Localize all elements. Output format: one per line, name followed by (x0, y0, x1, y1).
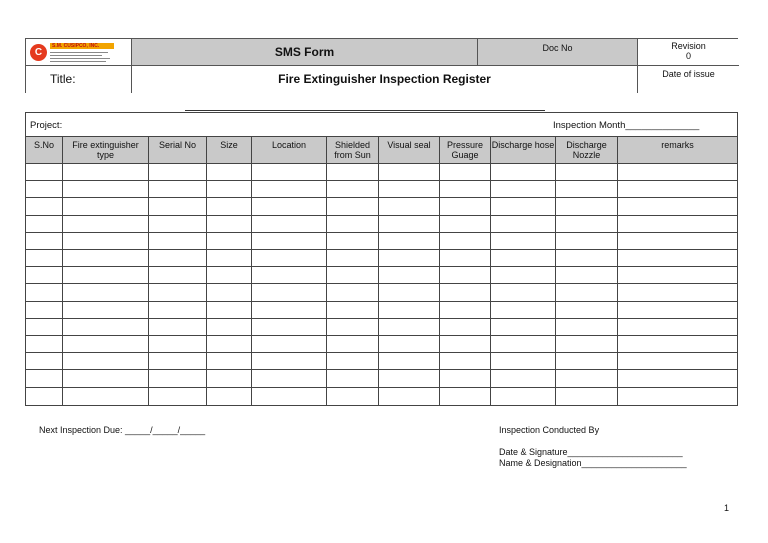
table-cell[interactable] (26, 388, 63, 405)
table-cell[interactable] (491, 370, 556, 387)
table-cell[interactable] (149, 233, 207, 250)
table-cell[interactable] (327, 250, 379, 267)
table-cell[interactable] (618, 302, 737, 319)
table-cell[interactable] (252, 233, 327, 250)
table-cell[interactable] (440, 302, 491, 319)
table-cell[interactable] (26, 336, 63, 353)
table-cell[interactable] (379, 388, 440, 405)
table-cell[interactable] (379, 233, 440, 250)
table-cell[interactable] (327, 302, 379, 319)
table-cell[interactable] (491, 336, 556, 353)
table-cell[interactable] (252, 250, 327, 267)
table-cell[interactable] (379, 267, 440, 284)
table-cell[interactable] (149, 216, 207, 233)
table-cell[interactable] (618, 267, 737, 284)
table-cell[interactable] (26, 198, 63, 215)
divider (185, 110, 545, 111)
table-cell[interactable] (491, 233, 556, 250)
table-cell[interactable] (63, 267, 149, 284)
table-cell[interactable] (556, 353, 618, 370)
table-cell[interactable] (63, 336, 149, 353)
table-cell[interactable] (491, 164, 556, 181)
table-cell[interactable] (207, 267, 252, 284)
table-cell[interactable] (149, 388, 207, 405)
table-cell[interactable] (491, 181, 556, 198)
table-cell[interactable] (207, 181, 252, 198)
table-cell[interactable] (379, 353, 440, 370)
column-header: Location (252, 137, 327, 164)
column-header: Size (207, 137, 252, 164)
table-cell[interactable] (252, 353, 327, 370)
table-cell[interactable] (63, 250, 149, 267)
table-cell[interactable] (440, 319, 491, 336)
table-cell[interactable] (379, 250, 440, 267)
table-cell[interactable] (491, 198, 556, 215)
table-cell[interactable] (491, 353, 556, 370)
revision-value: 0 (685, 51, 691, 61)
table-cell[interactable] (618, 353, 737, 370)
company-logo-icon: C (30, 44, 47, 61)
table-cell[interactable] (440, 233, 491, 250)
table-cell[interactable] (149, 302, 207, 319)
column-header: S.No (26, 137, 63, 164)
table-cell[interactable] (327, 198, 379, 215)
table-cell[interactable] (440, 164, 491, 181)
table-cell[interactable] (149, 181, 207, 198)
table-cell[interactable] (618, 336, 737, 353)
column-header: Discharge Nozzle (556, 137, 618, 164)
column-header: Discharge hose (491, 137, 556, 164)
table-cell[interactable] (207, 164, 252, 181)
table-cell[interactable] (26, 284, 63, 301)
table-cell[interactable] (149, 370, 207, 387)
table-cell[interactable] (379, 370, 440, 387)
table-cell[interactable] (327, 164, 379, 181)
name-designation-line: Name & Designation_____________________ (499, 458, 687, 468)
column-header: Pressure Guage (440, 137, 491, 164)
table-cell[interactable] (26, 302, 63, 319)
table-cell[interactable] (207, 353, 252, 370)
table-cell[interactable] (440, 198, 491, 215)
table-cell[interactable] (440, 336, 491, 353)
table-cell[interactable] (327, 353, 379, 370)
table-cell[interactable] (149, 353, 207, 370)
table-cell[interactable] (63, 302, 149, 319)
column-header: Serial No (149, 137, 207, 164)
table-cell[interactable] (252, 388, 327, 405)
table-cell[interactable] (207, 198, 252, 215)
table-cell[interactable] (379, 216, 440, 233)
table-cell[interactable] (63, 181, 149, 198)
form-header (25, 38, 738, 93)
table-cell[interactable] (491, 302, 556, 319)
table-cell[interactable] (379, 198, 440, 215)
table-cell[interactable] (556, 284, 618, 301)
table-cell[interactable] (556, 233, 618, 250)
table-cell[interactable] (149, 336, 207, 353)
inspection-register-table (25, 112, 738, 406)
table-cell[interactable] (63, 164, 149, 181)
table-cell[interactable] (327, 388, 379, 405)
table-cell[interactable] (327, 319, 379, 336)
table-cell[interactable] (252, 284, 327, 301)
table-cell[interactable] (63, 353, 149, 370)
table-cell[interactable] (63, 233, 149, 250)
table-cell[interactable] (556, 181, 618, 198)
table-cell[interactable] (327, 267, 379, 284)
table-cell[interactable] (149, 284, 207, 301)
form-label: SMS Form (132, 39, 478, 66)
doc-no-label: Doc No (478, 39, 638, 66)
project-label: Project: (30, 120, 63, 131)
table-cell[interactable] (379, 181, 440, 198)
column-header: Visual seal (379, 137, 440, 164)
table-cell[interactable] (149, 267, 207, 284)
table-cell[interactable] (618, 370, 737, 387)
table-cell[interactable] (618, 198, 737, 215)
page-number: 1 (724, 503, 730, 513)
table-cell[interactable] (327, 233, 379, 250)
table-cell[interactable] (26, 181, 63, 198)
table-cell[interactable] (63, 319, 149, 336)
table-cell[interactable] (252, 336, 327, 353)
conducted-by-label: Inspection Conducted By (499, 425, 600, 435)
table-cell[interactable] (556, 319, 618, 336)
table-cell[interactable] (252, 198, 327, 215)
table-cell[interactable] (618, 181, 737, 198)
table-cell[interactable] (440, 370, 491, 387)
table-cell[interactable] (252, 302, 327, 319)
table-cell[interactable] (556, 164, 618, 181)
company-name: S.M. CUSIPCO, INC. (50, 43, 114, 49)
table-cell[interactable] (618, 319, 737, 336)
table-cell[interactable] (252, 164, 327, 181)
table-cell[interactable] (379, 336, 440, 353)
table-cell[interactable] (207, 302, 252, 319)
table-cell[interactable] (207, 388, 252, 405)
table-cell[interactable] (252, 216, 327, 233)
table-cell[interactable] (491, 267, 556, 284)
table-cell[interactable] (327, 181, 379, 198)
table-cell[interactable] (379, 164, 440, 181)
date-of-issue-label: Date of issue (638, 66, 739, 93)
page-title: Fire Extinguisher Inspection Register (132, 66, 638, 93)
table-cell[interactable] (556, 267, 618, 284)
table-cell[interactable] (379, 284, 440, 301)
table-cell[interactable] (207, 336, 252, 353)
next-inspection-due: Next Inspection Due: _____/_____/_____ (39, 425, 206, 435)
table-cell[interactable] (327, 370, 379, 387)
revision-label: Revision (671, 41, 706, 51)
table-cell[interactable] (149, 198, 207, 215)
table-cell[interactable] (440, 388, 491, 405)
table-cell[interactable] (556, 250, 618, 267)
table-cell[interactable] (556, 198, 618, 215)
table-cell[interactable] (556, 302, 618, 319)
table-cell[interactable] (26, 164, 63, 181)
table-cell[interactable] (26, 233, 63, 250)
column-header: Shielded from Sun (327, 137, 379, 164)
table-cell[interactable] (440, 250, 491, 267)
table-cell[interactable] (63, 370, 149, 387)
column-header: Fire extinguisher type (63, 137, 149, 164)
table-cell[interactable] (440, 353, 491, 370)
table-cell[interactable] (26, 250, 63, 267)
table-cell[interactable] (491, 319, 556, 336)
table-cell[interactable] (618, 388, 737, 405)
table-cell[interactable] (207, 284, 252, 301)
table-cell[interactable] (491, 216, 556, 233)
table-cell[interactable] (440, 216, 491, 233)
table-cell[interactable] (491, 284, 556, 301)
project-row (26, 113, 737, 137)
table-cell[interactable] (252, 267, 327, 284)
table-cell[interactable] (26, 353, 63, 370)
table-cell[interactable] (327, 336, 379, 353)
table-cell[interactable] (440, 267, 491, 284)
table-cell[interactable] (252, 319, 327, 336)
table-cell[interactable] (440, 284, 491, 301)
table-cell[interactable] (556, 388, 618, 405)
table-cell[interactable] (618, 284, 737, 301)
table-cell[interactable] (379, 302, 440, 319)
table-cell[interactable] (556, 216, 618, 233)
table-cell[interactable] (440, 181, 491, 198)
table-cell[interactable] (207, 319, 252, 336)
title-label: Title: (26, 66, 132, 93)
table-cell[interactable] (63, 284, 149, 301)
inspection-month-label: Inspection Month______________ (553, 120, 700, 131)
table-cell[interactable] (26, 267, 63, 284)
table-cell[interactable] (618, 250, 737, 267)
table-cell[interactable] (327, 216, 379, 233)
date-signature-line: Date & Signature_______________________ (499, 447, 683, 457)
company-logo (26, 39, 132, 66)
table-cell[interactable] (63, 216, 149, 233)
table-cell[interactable] (149, 319, 207, 336)
table-cell[interactable] (63, 198, 149, 215)
table-cell[interactable] (618, 233, 737, 250)
table-cell[interactable] (618, 164, 737, 181)
table-cell[interactable] (252, 370, 327, 387)
table-cell[interactable] (252, 181, 327, 198)
table-cell[interactable] (207, 250, 252, 267)
table-cell[interactable] (556, 336, 618, 353)
table-cell[interactable] (379, 319, 440, 336)
table-cell[interactable] (491, 388, 556, 405)
table-cell[interactable] (491, 250, 556, 267)
column-header: remarks (618, 137, 737, 164)
table-cell[interactable] (63, 388, 149, 405)
table-cell[interactable] (149, 164, 207, 181)
table-cell[interactable] (207, 233, 252, 250)
table-cell[interactable] (207, 216, 252, 233)
table-cell[interactable] (26, 319, 63, 336)
table-cell[interactable] (26, 216, 63, 233)
table-cell[interactable] (327, 284, 379, 301)
table-cell[interactable] (556, 370, 618, 387)
revision-cell (638, 39, 739, 66)
table-cell[interactable] (618, 216, 737, 233)
table-cell[interactable] (26, 370, 63, 387)
table-cell[interactable] (149, 250, 207, 267)
table-cell[interactable] (207, 370, 252, 387)
